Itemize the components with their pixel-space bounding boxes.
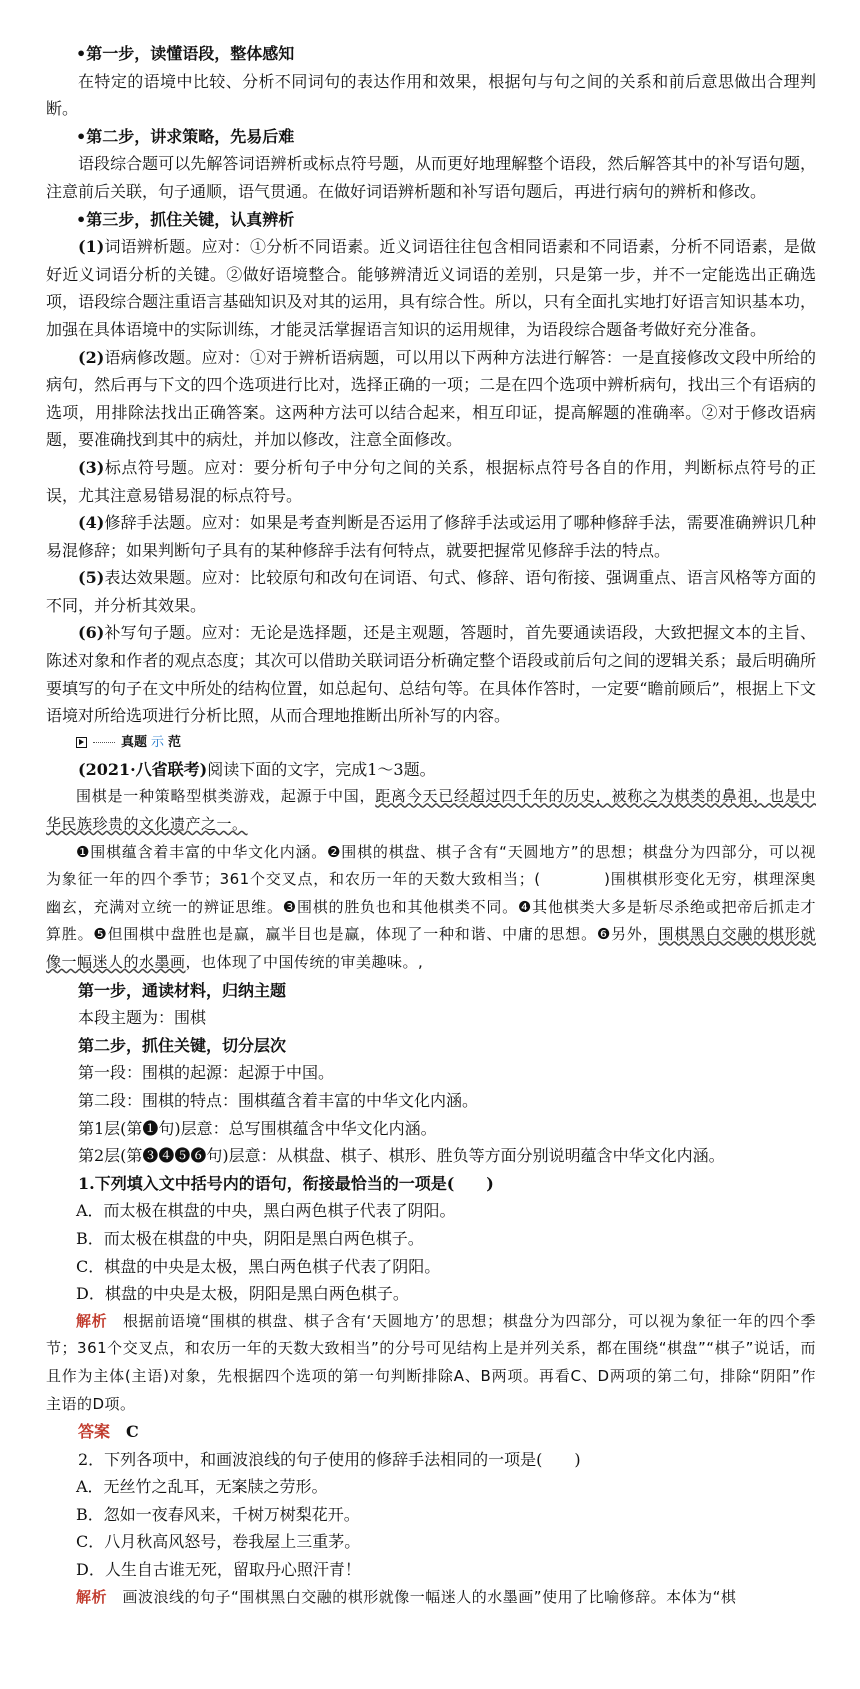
strategy-item-3 [46, 454, 816, 509]
tag-label-blue: 示 [151, 735, 165, 751]
step1-text: 在特定的语境中比较、分析不同词句的表达作用和效果，根据句与句之间的关系和前后意思做出合理判断。 [46, 71, 816, 119]
q2-option-b: B．忽如一夜春风来，千树万树梨花开。 [76, 1504, 360, 1524]
analysis-line-4: 第2层(第❸❹❺❻句)层意：从棋盘、棋子、棋形、胜负等方面分别说明蕴含中华文化内涵。 [78, 1146, 725, 1166]
answer-label: 答案 [78, 1422, 111, 1442]
explanation-label: 解析 [76, 1587, 108, 1606]
explanation-text: 画波浪线的句子“围棋黑白交融的棋形就像一幅迷人的水墨画”使用了比喻修辞。本体为“棋 [122, 1587, 737, 1606]
wavy-underlined-text: 距离今天已经超过四千年的历史，被称之为棋类的鼻祖，也是中华民族珍贵的文化遗产之一。 [46, 787, 816, 834]
question-1-stem: 1.下列填入文中括号内的语句，衔接最恰当的一项是( ) [78, 1173, 494, 1193]
strategy-item-5 [46, 564, 816, 619]
item-number: (1) [78, 237, 105, 257]
item-text: 修辞手法题。应对：如果是考查判断是否运用了修辞手法或运用了哪种修辞手法，需要准确辨识几种易混修辞；如果判断句子具有的某种修辞手法有何特点，就要把握常见修辞手法的特点。 [46, 513, 816, 560]
analysis-step1-heading: 第一步，通读材料，归纳主题 [78, 980, 287, 1000]
analysis-line-1: 第一段：围棋的起源：起源于中国。 [78, 1063, 335, 1083]
q1-option-b: B．而太极在棋盘的中央，阴阳是黑白两色棋子。 [76, 1228, 424, 1248]
item-text: 语病修改题。应对：①对于辨析语病题，可以用以下两种方法进行解答：一是直接修改文段中所给的病句，然后再与下文的四个选项进行比对，选择正确的一项；二是在四个选项中辨析病句，找出三个有语病的选项，用排除法找出正确答案。这两种方法可以结合起来，相互印证，提高解题的准确率。②对于修改语病题，要准确找到其中的病灶，并加以修改，注意全面修改。 [46, 347, 816, 450]
item-number: (2) [78, 347, 105, 367]
dotted-leader [93, 742, 115, 743]
item-text: 表达效果题。应对：比较原句和改句在词语、句式、修辞、语句衔接、强调重点、语言风格等方面的不同，并分析其效果。 [46, 568, 816, 615]
question-2-stem: 2．下列各项中，和画波浪线的句子使用的修辞手法相同的一项是( ) [78, 1449, 581, 1469]
tag-label: 真题 [121, 735, 148, 751]
wavy-underlined-text: 围棋黑白交融的棋形就像一幅迷人的水墨画 [46, 925, 816, 971]
q1-option-a: A．而太极在棋盘的中央，黑白两色棋子代表了阴阳。 [76, 1201, 456, 1221]
play-icon [76, 737, 87, 748]
instruction-text: 阅读下面的文字，完成1～3题。 [207, 759, 436, 779]
example-source: (2021·八省联考) [78, 759, 208, 779]
item-text: 词语辨析题。应对：①分析不同语素。近义词语往往包含相同语素和不同语素，分析不同语素，是做好近义词语分析的关键。②做好语境整合。能够辨清近义词语的差别，只是第一步，并不一定能选出正确选项，语段综合题注重语言基础知识及对其的运用，具有综合性。所以，只有全面扎实地打好语言知识基本功，加强在具体语境中的实际训练，才能灵活掌握语言知识的运用规律，为语段综合题备考做好充分准备。 [46, 237, 816, 339]
item-number: (5) [78, 568, 105, 588]
strategy-item-6 [46, 619, 816, 729]
analysis-line-2: 第二段：围棋的特点：围棋蕴含着丰富的中华文化内涵。 [78, 1090, 479, 1110]
passage-paragraph-2 [46, 839, 816, 977]
item-number: (6) [78, 623, 105, 643]
passage-text: 围棋是一种策略型棋类游戏，起源于中国， [76, 787, 376, 806]
example-instruction [46, 756, 816, 784]
q2-option-a: A．无丝竹之乱耳，无案牍之劳形。 [76, 1477, 328, 1497]
q1-option-c: C．棋盘的中央是太极，黑白两色棋子代表了阴阳。 [76, 1256, 441, 1276]
q1-option-d: D．棋盘的中央是太极，阴阳是黑白两色棋子。 [76, 1284, 409, 1304]
q2-option-d: D．人生自古谁无死，留取丹心照汗青！ [76, 1560, 361, 1580]
item-number: (4) [78, 513, 105, 533]
tag-label-end: 范 [168, 735, 182, 751]
q1-answer [46, 1418, 816, 1446]
step3-heading: •第三步，抓住关键，认真辨析 [76, 209, 295, 229]
analysis-line-3: 第1层(第❶句)层意：总写围棋蕴含中华文化内涵。 [78, 1118, 437, 1138]
q1-explanation [46, 1308, 816, 1418]
passage-text: ❶围棋蕴含着丰富的中华文化内涵。❷围棋的棋盘、棋子含有“天圆地方”的思想；棋盘分为四部分，可以视为象征一年的四个季节；361个交叉点，和农历一年的天数大致相当；( )围棋棋形变化无穷，棋理深奥幽玄，充满对立统一的辨证思维。❸围棋的胜负也和其他棋类不同。❹其他棋类大多是斩尽杀绝或把帝后抓走才算胜。❺但围棋中盘胜也是赢，赢半目也是赢，体现了一种和谐、中庸的思想。❻另外， [46, 842, 816, 944]
answer-value: C [126, 1422, 139, 1442]
item-number: (3) [78, 457, 105, 477]
analysis-step1-text: 本段主题为：围棋 [78, 1008, 207, 1028]
passage-text-end: ，也体现了中国传统的审美趣味。, [185, 953, 424, 971]
step2-text: 语段综合题可以先解答词语辨析或标点符号题，从而更好地理解整个语段，然后解答其中的补写语句题，注意前后关联，句子通顺，语气贯通。在做好词语辨析题和补写语句题后，再进行病句的辨析和修改。 [46, 154, 816, 201]
analysis-step2-heading: 第二步，抓住关键，切分层次 [78, 1035, 287, 1055]
step1-heading: •第一步，读懂语段，整体感知 [76, 44, 295, 63]
explanation-text: 根据前语境“围棋的棋盘、棋子含有‘天圆地方’的思想；棋盘分为四部分，可以视为象征一年的四个季节；361个交叉点，和农历一年的天数大致相当”的分号可见结构上是并列关系，都在围绕“棋盘”“棋子”说话，而且作为主体(主语)对象，先根据四个选项的第一句判断排除A、B两项。再看C、D两项的第二句，排除“阴阳”作主语的D项。 [46, 1311, 816, 1413]
example-section-tag [46, 730, 816, 756]
q2-explanation [46, 1584, 816, 1612]
strategy-item-4 [46, 509, 816, 564]
strategy-item-1 [46, 233, 816, 343]
explanation-label: 解析 [76, 1311, 108, 1330]
step2-heading: •第二步，讲求策略，先易后难 [76, 126, 295, 146]
item-text: 补写句子题。应对：无论是选择题，还是主观题，答题时，首先要通读语段，大致把握文本的主旨、陈述对象和作者的观点态度；其次可以借助关联词语分析确定整个语段或前后句之间的逻辑关系；最后明确所要填写的句子在文中所处的结构位置，如总起句、总结句等。在具体作答时，一定要“瞻前顾后”，根据上下文语境对所给选项进行分析比照，从而合理地推断出所补写的内容。 [46, 623, 816, 726]
strategy-item-2 [46, 344, 816, 454]
q2-option-c: C．八月秋高风怒号，卷我屋上三重茅。 [76, 1532, 361, 1552]
passage-paragraph-1 [46, 783, 816, 838]
item-text: 标点符号题。应对：要分析句子中分句之间的关系，根据标点符号各自的作用，判断标点符号的正误，尤其注意易错易混的标点符号。 [46, 457, 816, 505]
